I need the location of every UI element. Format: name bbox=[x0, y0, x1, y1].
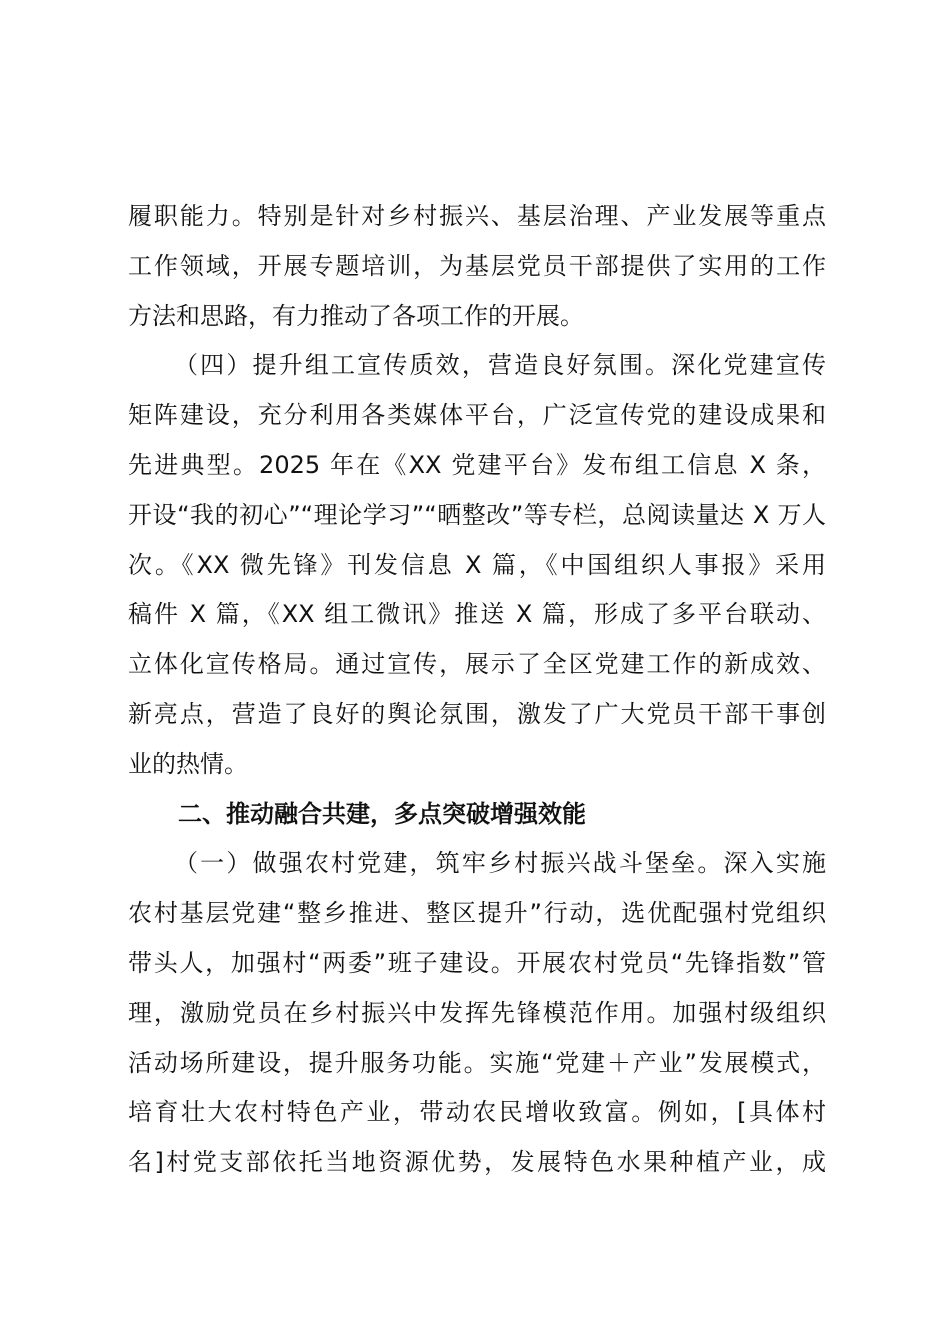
body-text bbox=[128, 192, 826, 1188]
paragraph-line: 活动场所建设，提升服务功能。实施“党建＋产业”发展模式， bbox=[128, 1048, 826, 1077]
paragraph-line: 带头人，加强村“两委”班子建设。开展农村党员“先锋指数”管 bbox=[128, 948, 826, 977]
paragraph-line: 理，激励党员在乡村振兴中发挥先锋模范作用。加强村级组织 bbox=[128, 998, 826, 1027]
paragraph-line: 立体化宣传格局。通过宣传，展示了全区党建工作的新成效、 bbox=[128, 650, 826, 679]
paragraph-line: 稿件 X 篇，《XX 组工微讯》推送 X 篇，形成了多平台联动、 bbox=[128, 600, 826, 629]
paragraph-line: 次。《XX 微先锋》刊发信息 X 篇，《中国组织人事报》采用 bbox=[128, 550, 826, 579]
paragraph-line: 名]村党支部依托当地资源优势，发展特色水果种植产业，成 bbox=[128, 1148, 826, 1177]
paragraph-line: 业的热情。 bbox=[128, 749, 248, 778]
paragraph-line: 矩阵建设，充分利用各类媒体平台，广泛宣传党的建设成果和 bbox=[128, 401, 826, 430]
paragraph-line: 方法和思路，有力推动了各项工作的开展。 bbox=[128, 301, 584, 330]
paragraph-line: 农村基层党建“整乡推进、整区提升”行动，选优配强村党组织 bbox=[128, 899, 826, 928]
paragraph-line: 开设“我的初心”“理论学习”“晒整改”等专栏，总阅读量达 X 万人 bbox=[128, 500, 826, 529]
paragraph-first-line: （一）做强农村党建，筑牢乡村振兴战斗堡垒。深入实施 bbox=[174, 849, 826, 878]
paragraph-line: 先进典型。2025 年在《XX 党建平台》发布组工信息 X 条， bbox=[128, 450, 826, 479]
paragraph-line: 新亮点，营造了良好的舆论氛围，激发了广大党员干部干事创 bbox=[128, 699, 826, 728]
paragraph-first-line: （四）提升组工宣传质效，营造良好氛围。深化党建宣传 bbox=[174, 351, 826, 380]
paragraph-line: 履职能力。特别是针对乡村振兴、基层治理、产业发展等重点 bbox=[128, 202, 826, 230]
paragraph-line: 培育壮大农村特色产业，带动农民增收致富。例如，[具体村 bbox=[128, 1098, 826, 1127]
paragraph-line: 工作领域，开展专题培训，为基层党员干部提供了实用的工作 bbox=[128, 251, 826, 280]
section-heading: 二、推动融合共建，多点突破增强效能 bbox=[178, 799, 586, 828]
